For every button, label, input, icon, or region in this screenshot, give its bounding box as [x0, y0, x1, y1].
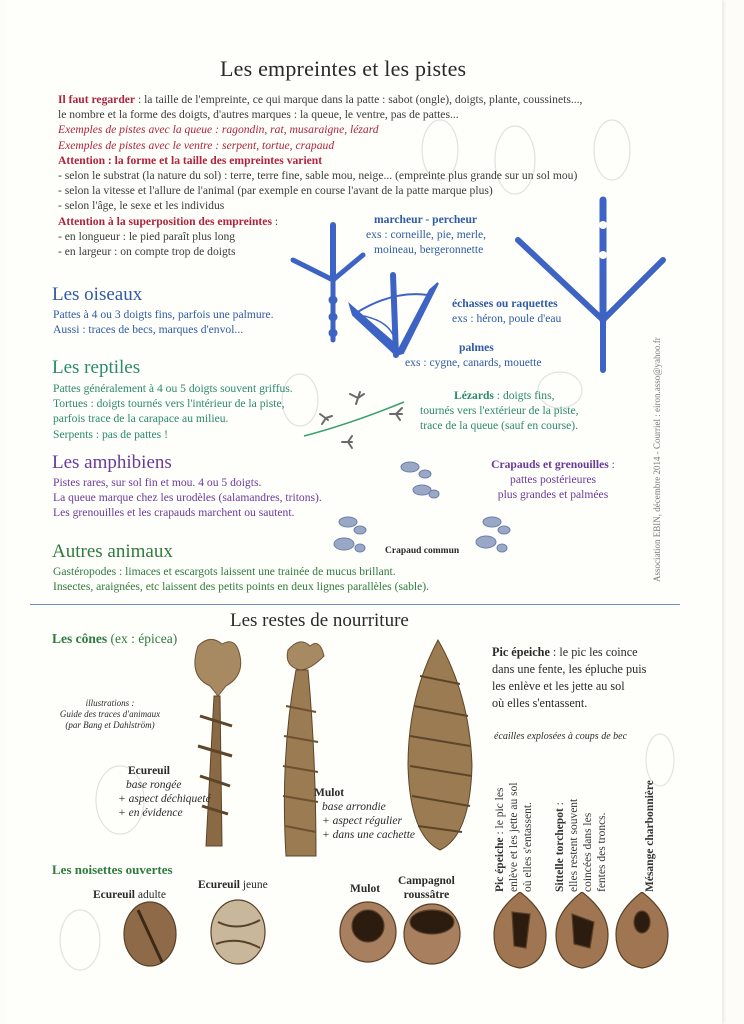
woodpecker-cone-caption: Pic épeiche : le pic les coince dans une fente, les épluche puis les enlève et les jette au sol où elles s'entassent.: [492, 645, 647, 710]
nuts-illustration: [110, 892, 680, 972]
webbed-label: palmes: [459, 341, 494, 354]
walker-label: marcheur - percheur: [374, 213, 478, 226]
lizard-track-illustration: [300, 384, 420, 454]
stilts-label-block: [452, 296, 561, 326]
lizard-line: trace de la queue (sauf en course).: [420, 419, 579, 433]
toad-footprint-icon: [476, 517, 510, 552]
walker-footprint-icon: [293, 225, 363, 340]
lizard-label: Lézards: [454, 389, 494, 402]
stilts-examples: exs : héron, poule d'eau: [452, 312, 562, 326]
woodpecker-name: Pic épeiche: [492, 645, 550, 659]
nut-label-squirrel-adult: Ecureuil adulte: [93, 889, 166, 901]
webbed-examples: exs : cygne, canards, mouette: [405, 356, 542, 370]
amphibians-line: La queue marque chez les urodèles (salamandres, tritons).: [53, 491, 322, 505]
birds-line: Aussi : traces de becs, marques d'envol...: [53, 323, 244, 337]
mouse-cone-caption: Mulot base arrondie + aspect régulier + dans une cachette: [314, 787, 416, 841]
frog-label-block: Crapauds et grenouilles : pattes postérieures plus grandes et palmées: [478, 457, 628, 503]
amphibians-line: Pistes rares, sur sol fin et mou. 4 ou 5 doigts.: [53, 476, 262, 489]
reptiles-line: Pattes généralement à 4 ou 5 doigts souvent griffus.: [53, 382, 293, 395]
stilts-label: échasses ou raquettes: [452, 297, 558, 310]
walker-examples-1: exs : corneille, pie, merle,: [366, 228, 487, 242]
v-caption-nuthatch: Sittelle torchepot : elles restent souvent coincées dans les fentes des troncs.: [554, 798, 608, 892]
reptiles-line: Serpents : pas de pattes !: [53, 427, 168, 441]
others-line: Gastéropodes : limaces et escargots laissent une trainée de mucus brillant.: [53, 565, 396, 578]
intro-example-belly: Exemples de pistes avec le ventre : serpent, tortue, crapaud: [58, 138, 335, 152]
attention-overlap-item: - en longueur : le pied paraît plus long: [58, 229, 236, 243]
mouse-cone-icon: [283, 642, 324, 856]
frog-line: pattes postérieures: [510, 473, 596, 487]
attention-shape-heading: Attention : la forme et la taille des empreintes varient: [58, 153, 323, 167]
intro-example-tail: Exemples de pistes avec la queue : ragondin, rat, musaraigne, lézard: [58, 123, 379, 137]
nut-label-vole: Campagnol roussâtre: [398, 875, 455, 901]
intro-line-2: le nombre et la forme des doigts, d'autres marques : la queue, le ventre, pas de pattes...: [58, 108, 459, 122]
reptiles-text: [53, 381, 293, 442]
birds-line: Pattes à 4 ou 3 doigts fins, parfois une palmure.: [53, 308, 274, 321]
birds-heading: Les oiseaux: [52, 284, 143, 305]
v-caption-woodpecker: Pic épeiche : le pic les enlève et les jette au sol où elles s'entassent.: [494, 782, 534, 892]
frog-line: plus grandes et palmées: [497, 488, 609, 502]
illustration-credit: illustrations : Guide des traces d'animaux (par Bang et Dahlström): [59, 698, 161, 730]
cones-heading-line: Les cônes (ex : épicea): [52, 631, 178, 646]
reptiles-line: Tortues : doigts tournés vers l'intérieur de la piste,: [53, 397, 285, 411]
walker-label-block: [366, 212, 487, 258]
birds-text: [53, 307, 274, 337]
scales-note: écailles explosées à coups de bec: [494, 731, 628, 742]
toad-footprint-icon: [334, 517, 366, 552]
nut-squirrel-young-icon: [211, 900, 265, 964]
webbed-label-block: [405, 340, 542, 370]
cones-heading: Les cônes: [52, 631, 108, 646]
page-title: Les empreintes et les pistes: [220, 56, 467, 81]
attention-shape-item: - selon le substrat (la nature du sol) : terre, terre fine, sable mou, neige... (empreinte plus grande sur un sol mou): [58, 169, 578, 183]
food-title: Les restes de nourriture: [230, 610, 409, 631]
others-line: Insectes, araignées, etc laissent des petits points en deux lignes parallèles (sable).: [53, 580, 430, 594]
reptiles-line: parfois trace de la carapace au milieu.: [53, 412, 229, 426]
v-caption-tit: Mésange charbonnière: [644, 780, 656, 892]
amphibians-text: [53, 475, 322, 521]
squirrel-cone-caption: Ecureuil base rongée + aspect déchiqueté + en évidence: [118, 765, 211, 819]
mouse-name: Mulot: [314, 787, 345, 799]
others-heading: Autres animaux: [52, 541, 173, 562]
frog-footprint-icon: [401, 462, 439, 498]
others-text: [53, 564, 429, 594]
amphibians-line: Les grenouilles et les crapauds marchent ou sautent.: [53, 506, 295, 520]
nut-label-mouse: Mulot: [350, 883, 381, 895]
lizard-footprint-icon: [320, 392, 402, 448]
attention-overlap-item: - en largeur : on compte trop de doigts: [58, 245, 236, 259]
squirrel-name: Ecureuil: [128, 765, 170, 777]
lizard-label-block: Lézards : doigts fins, tournés vers l'extérieur de la piste, trace de la queue (sauf en course).: [420, 389, 579, 433]
attention-shape-item: - selon la vitesse et l'allure de l'animal (par exemple en course l'avant de la patte marque plus): [58, 184, 493, 198]
reptiles-heading: Les reptiles: [52, 357, 141, 378]
attention-overlap-heading: Attention à la superposition des empreintes :: [58, 214, 279, 228]
intro-line-1: Il faut regarder : la taille de l'empreinte, ce qui marque dans la patte : sabot (ongle), doigts, plante, coussinets...,: [58, 93, 583, 106]
toad-caption: Crapaud commun: [385, 546, 460, 556]
frog-label: Crapauds et grenouilles: [491, 458, 609, 471]
attention-shape-item: - selon l'âge, le sexe et les individus: [58, 199, 225, 213]
lizard-tail-trace: [304, 402, 404, 436]
nut-label-squirrel-young: Ecureuil jeune: [198, 879, 268, 891]
amphibians-heading: Les amphibiens: [52, 452, 172, 473]
section-divider: [30, 604, 680, 605]
walker-examples-2: moineau, bergeronnette: [374, 243, 484, 257]
nuts-heading: Les noisettes ouvertes: [52, 862, 173, 877]
lizard-line: tournés vers l'extérieur de la piste,: [420, 404, 579, 418]
sidebar-credit: Association EBIN, décembre 2014 - Courriel : eiron.asso@yahoo.fr: [652, 337, 662, 582]
